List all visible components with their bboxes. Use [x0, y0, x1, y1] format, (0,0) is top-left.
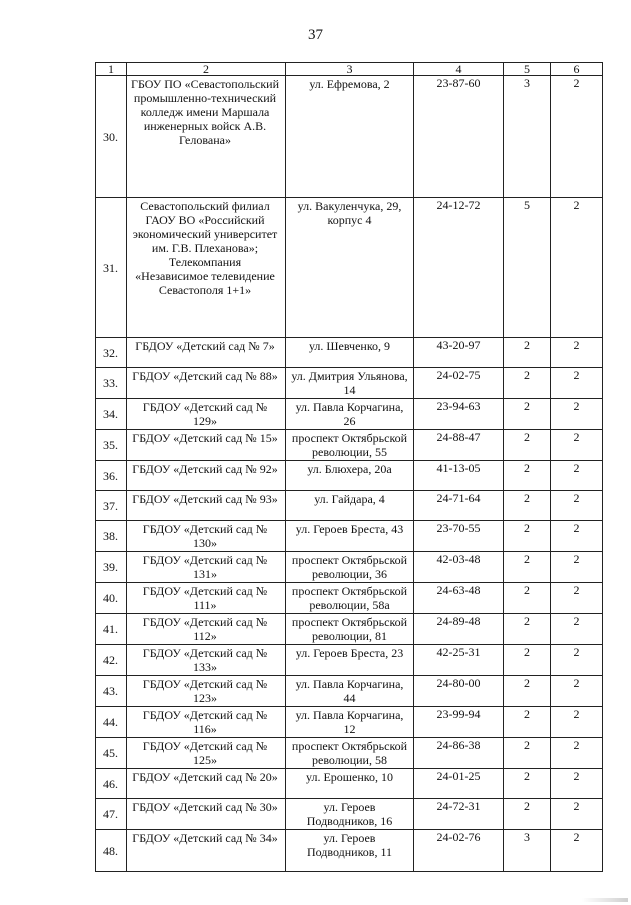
column-6-value: 2: [551, 645, 603, 676]
row-number: 34.: [96, 399, 127, 430]
table-row: [96, 707, 603, 738]
institutions-table: [95, 62, 603, 872]
institution-name: ГБДОУ «Детский сад № 116»: [127, 707, 286, 738]
institution-name: ГБДОУ «Детский сад № 111»: [127, 583, 286, 614]
phone: 41-13-05: [414, 461, 504, 491]
institution-name: ГБДОУ «Детский сад № 93»: [127, 491, 286, 521]
column-5-value: 2: [504, 583, 551, 614]
column-6-value: 2: [551, 583, 603, 614]
column-5-value: 2: [504, 614, 551, 645]
row-number: 42.: [96, 645, 127, 676]
column-5-value: 2: [504, 738, 551, 769]
institution-name: ГБДОУ «Детский сад № 133»: [127, 645, 286, 676]
column-6-value: 2: [551, 738, 603, 769]
row-number: 47.: [96, 799, 127, 830]
address: ул. Героев Бреста, 43: [286, 521, 414, 552]
row-number: 41.: [96, 614, 127, 645]
address: ул. Героев Подводников, 16: [286, 799, 414, 830]
address: ул. Павла Корчагина, 44: [286, 676, 414, 707]
column-6-value: 2: [551, 552, 603, 583]
column-5-value: 2: [504, 769, 551, 799]
column-5-value: 3: [504, 830, 551, 872]
column-6-value: 2: [551, 769, 603, 799]
column-5-value: 2: [504, 461, 551, 491]
row-number: 33.: [96, 368, 127, 399]
address: ул. Шевченко, 9: [286, 338, 414, 368]
column-5-value: 5: [504, 198, 551, 338]
address: проспект Октябрьской революции, 36: [286, 552, 414, 583]
column-5-value: 2: [504, 676, 551, 707]
phone: 24-63-48: [414, 583, 504, 614]
institution-name: ГБДОУ «Детский сад № 92»: [127, 461, 286, 491]
phone: 23-70-55: [414, 521, 504, 552]
table-row: [96, 676, 603, 707]
row-number: 38.: [96, 521, 127, 552]
header-col-4: 4: [414, 63, 504, 76]
column-5-value: 2: [504, 399, 551, 430]
column-6-value: 2: [551, 430, 603, 461]
header-col-5: 5: [504, 63, 551, 76]
table-row: [96, 461, 603, 491]
table-row: [96, 645, 603, 676]
institution-name: ГБДОУ «Детский сад № 130»: [127, 521, 286, 552]
phone: 24-86-38: [414, 738, 504, 769]
phone: 23-94-63: [414, 399, 504, 430]
column-6-value: 2: [551, 830, 603, 872]
phone: 24-72-31: [414, 799, 504, 830]
address: ул. Вакуленчука, 29, корпус 4: [286, 198, 414, 338]
table-row: [96, 799, 603, 830]
phone: 24-02-75: [414, 368, 504, 399]
column-6-value: 2: [551, 799, 603, 830]
institution-name: ГБДОУ «Детский сад № 7»: [127, 338, 286, 368]
table-header: [96, 63, 603, 76]
institution-name: ГБДОУ «Детский сад № 20»: [127, 769, 286, 799]
column-6-value: 2: [551, 707, 603, 738]
address: ул. Ефремова, 2: [286, 76, 414, 198]
address: проспект Октябрьской революции, 58а: [286, 583, 414, 614]
table-row: [96, 830, 603, 872]
column-6-value: 2: [551, 461, 603, 491]
page-number: 37: [308, 27, 323, 43]
row-number: 31.: [96, 198, 127, 338]
phone: 24-71-64: [414, 491, 504, 521]
column-5-value: 2: [504, 521, 551, 552]
column-5-value: 3: [504, 76, 551, 198]
header-col-1: 1: [96, 63, 127, 76]
phone: 23-87-60: [414, 76, 504, 198]
column-6-value: 2: [551, 676, 603, 707]
phone: 24-01-25: [414, 769, 504, 799]
column-6-value: 2: [551, 521, 603, 552]
column-5-value: 2: [504, 430, 551, 461]
table-row: [96, 583, 603, 614]
phone: 23-99-94: [414, 707, 504, 738]
address: ул. Павла Корчагина, 26: [286, 399, 414, 430]
column-5-value: 2: [504, 368, 551, 399]
address: ул. Героев Подводников, 11: [286, 830, 414, 872]
institution-name: ГБДОУ «Детский сад № 123»: [127, 676, 286, 707]
row-number: 30.: [96, 76, 127, 198]
scan-artifact: [582, 898, 628, 902]
table-row: [96, 769, 603, 799]
column-6-value: 2: [551, 338, 603, 368]
phone: 42-25-31: [414, 645, 504, 676]
institution-name: ГБДОУ «Детский сад № 131»: [127, 552, 286, 583]
column-5-value: 2: [504, 707, 551, 738]
institution-name: ГБДОУ «Детский сад № 125»: [127, 738, 286, 769]
table-row: [96, 491, 603, 521]
phone: 24-12-72: [414, 198, 504, 338]
institution-name: ГБДОУ «Детский сад № 129»: [127, 399, 286, 430]
row-number: 35.: [96, 430, 127, 461]
table-row: [96, 521, 603, 552]
address: проспект Октябрьской революции, 58: [286, 738, 414, 769]
row-number: 46.: [96, 769, 127, 799]
address: ул. Павла Корчагина, 12: [286, 707, 414, 738]
address: ул. Ерошенко, 10: [286, 769, 414, 799]
table-row: [96, 614, 603, 645]
address: ул. Блюхера, 20а: [286, 461, 414, 491]
header-col-3: 3: [286, 63, 414, 76]
address: ул. Дмитрия Ульянова, 14: [286, 368, 414, 399]
header-col-6: 6: [551, 63, 603, 76]
row-number: 40.: [96, 583, 127, 614]
address: проспект Октябрьской революции, 55: [286, 430, 414, 461]
address: ул. Героев Бреста, 23: [286, 645, 414, 676]
table-row: [96, 76, 603, 198]
table-row: [96, 198, 603, 338]
institution-name: ГБДОУ «Детский сад № 112»: [127, 614, 286, 645]
phone: 24-88-47: [414, 430, 504, 461]
table-row: [96, 738, 603, 769]
row-number: 37.: [96, 491, 127, 521]
institution-name: ГБОУ ПО «Севастопольский промышленно-технический колледж имени Маршала инженерных войск А.В. Гелована»: [127, 76, 286, 198]
table-row: [96, 552, 603, 583]
institution-name: Севастопольский филиал ГАОУ ВО «Российский экономический университет им. Г.В. Плеханова»; Телекомпания «Независимое телевидение Севастополя 1+1»: [127, 198, 286, 338]
column-5-value: 2: [504, 645, 551, 676]
table-row: [96, 399, 603, 430]
table-body: [96, 76, 603, 872]
institution-name: ГБДОУ «Детский сад № 30»: [127, 799, 286, 830]
header-row: [96, 63, 603, 76]
row-number: 44.: [96, 707, 127, 738]
column-5-value: 2: [504, 491, 551, 521]
row-number: 48.: [96, 830, 127, 872]
column-5-value: 2: [504, 338, 551, 368]
column-6-value: 2: [551, 614, 603, 645]
column-5-value: 2: [504, 552, 551, 583]
address: проспект Октябрьской революции, 81: [286, 614, 414, 645]
header-col-2: 2: [127, 63, 286, 76]
phone: 24-02-76: [414, 830, 504, 872]
institution-name: ГБДОУ «Детский сад № 88»: [127, 368, 286, 399]
column-6-value: 2: [551, 76, 603, 198]
table-row: [96, 430, 603, 461]
phone: 42-03-48: [414, 552, 504, 583]
column-6-value: 2: [551, 368, 603, 399]
phone: 24-80-00: [414, 676, 504, 707]
table-row: [96, 368, 603, 399]
row-number: 32.: [96, 338, 127, 368]
row-number: 36.: [96, 461, 127, 491]
table-row: [96, 338, 603, 368]
row-number: 45.: [96, 738, 127, 769]
column-6-value: 2: [551, 491, 603, 521]
column-6-value: 2: [551, 399, 603, 430]
row-number: 43.: [96, 676, 127, 707]
row-number: 39.: [96, 552, 127, 583]
institution-name: ГБДОУ «Детский сад № 34»: [127, 830, 286, 872]
column-5-value: 2: [504, 799, 551, 830]
column-6-value: 2: [551, 198, 603, 338]
institution-name: ГБДОУ «Детский сад № 15»: [127, 430, 286, 461]
phone: 43-20-97: [414, 338, 504, 368]
phone: 24-89-48: [414, 614, 504, 645]
address: ул. Гайдара, 4: [286, 491, 414, 521]
